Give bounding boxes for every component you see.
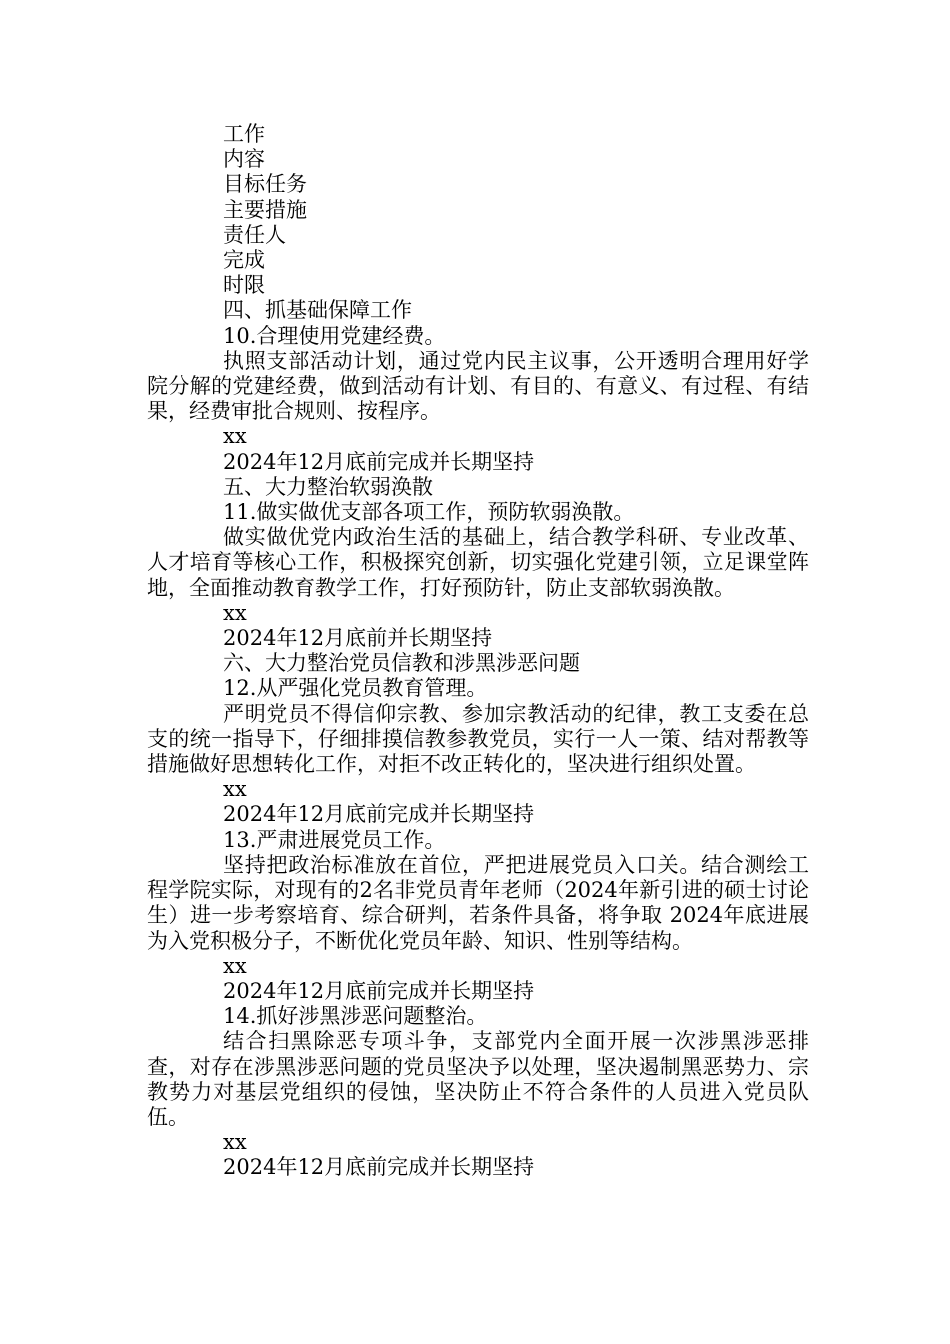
item-13-deadline: 2024年12月底前完成并长期坚持	[223, 978, 535, 1003]
item-13-title: 13.严肃进展党员工作。	[223, 827, 446, 852]
table-header-complete: 完成	[223, 248, 265, 273]
table-header-time-limit: 时限	[223, 273, 265, 298]
item-12-owner: xx	[223, 777, 247, 802]
table-header-main-measures: 主要措施	[223, 197, 307, 222]
table-header-target-task: 目标任务	[223, 172, 307, 197]
table-header-responsible-person: 责任人	[223, 222, 286, 247]
item-10-deadline: 2024年12月底前完成并长期坚持	[223, 449, 535, 474]
item-11-title: 11.做实做优支部各项工作，预防软弱涣散。	[223, 500, 635, 525]
item-11-owner: xx	[223, 600, 247, 625]
section-6-title: 六、大力整治党员信教和涉黑涉恶问题	[223, 651, 580, 676]
item-10-measure: 执照支部活动计划，通过党内民主议事，公开透明合理用好学院分解的党建经费，做到活动有计划、有目的、有意义、有过程、有结果，经费审批合规则、按程序。	[147, 348, 809, 424]
item-10-title: 10.合理使用党建经费。	[223, 323, 446, 348]
item-11-deadline: 2024年12月底前并长期坚持	[223, 626, 493, 651]
item-10-owner: xx	[223, 424, 247, 449]
item-14-deadline: 2024年12月底前完成并长期坚持	[223, 1155, 535, 1180]
table-header-work: 工作	[223, 122, 265, 146]
item-13-measure: 坚持把政治标准放在首位，严把进展党员入口关。结合测绘工程学院实际，对现有的2名非党员青年老师（2024年新引进的硕士讨论生）进一步考察培育、综合研判，若条件具备，将争取 2024年底进展为入党积极分子，不断优化党员年龄、知识、性别等结构。	[147, 852, 809, 953]
item-14-measure: 结合扫黑除恶专项斗争，支部党内全面开展一次涉黑涉恶排查，对存在涉黑涉恶问题的党员坚决予以处理，坚决遏制黑恶势力、宗教势力对基层党组织的侵蚀，坚决防止不符合条件的人员进入党员队伍。	[147, 1029, 809, 1129]
item-14-owner: xx	[223, 1130, 247, 1155]
item-14-title: 14.抓好涉黑涉恶问题整治。	[223, 1004, 488, 1029]
section-4-title: 四、抓基础保障工作	[223, 298, 412, 323]
document-body	[147, 122, 809, 1181]
item-13-owner: xx	[223, 953, 247, 978]
item-12-title: 12.从严强化党员教育管理。	[223, 676, 488, 701]
table-header-content: 内容	[223, 147, 265, 172]
item-11-measure: 做实做优党内政治生活的基础上，结合教学科研、专业改革、人才培育等核心工作，积极探究创新，切实强化党建引领，立足课堂阵地，全面推动教育教学工作，打好预防针，防止支部软弱涣散。	[147, 525, 809, 600]
item-12-measure: 严明党员不得信仰宗教、参加宗教活动的纪律，教工支委在总支的统一指导下，仔细排摸信教参教党员，实行一人一策、结对帮教等措施做好思想转化工作，对拒不改正转化的，坚决进行组织处置。	[147, 701, 809, 777]
section-5-title: 五、大力整治软弱涣散	[223, 474, 433, 499]
item-12-deadline: 2024年12月底前完成并长期坚持	[223, 802, 535, 827]
